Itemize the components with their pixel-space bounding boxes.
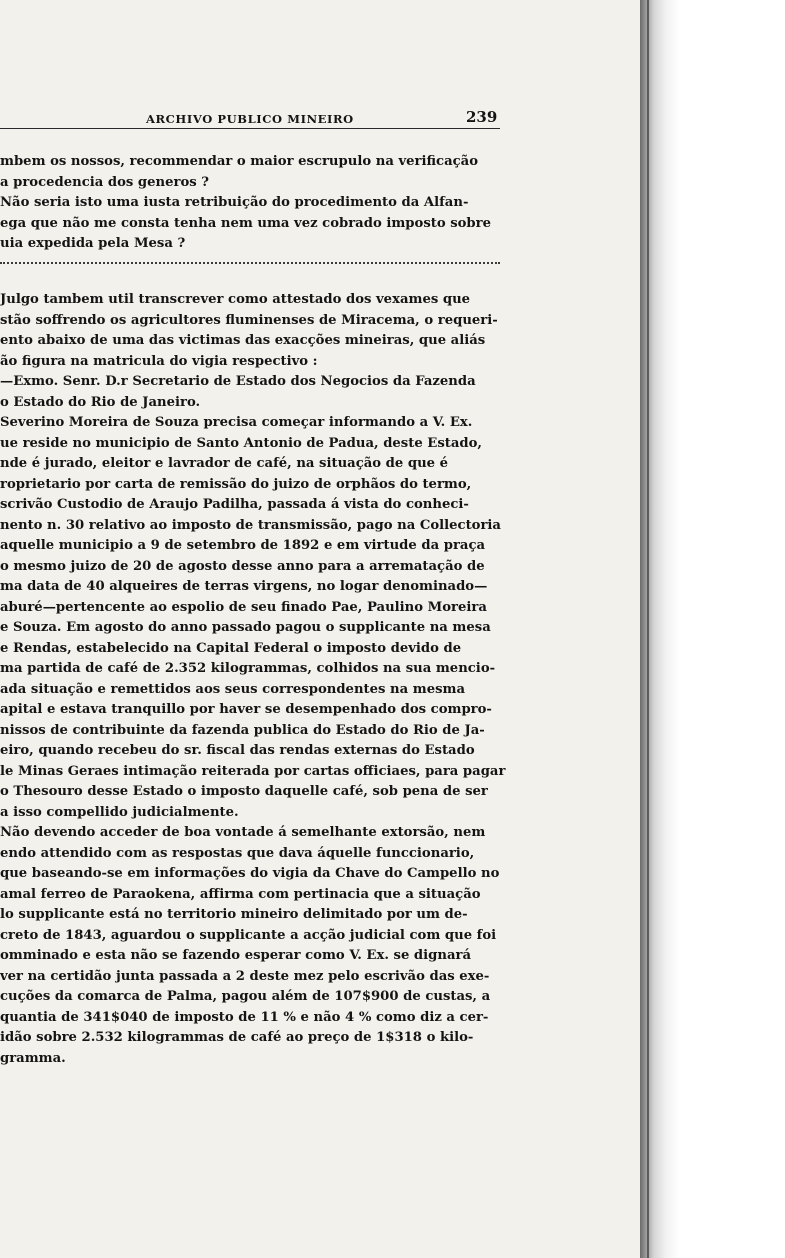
dotted-separator: [0, 262, 500, 272]
text-line: ver na certidão junta passada a 2 deste mez pelo escrivão das exe-: [0, 968, 490, 984]
text-line: o mesmo juizo de 20 de agosto desse anno para a arrematação de: [0, 558, 485, 574]
text-line: quantia de 341$040 de imposto de 11 % e não 4 % como diz a cer-: [0, 1009, 489, 1025]
text-block-1: [0, 152, 520, 255]
gutter-shadow-line: [647, 0, 649, 1258]
text-line: Não devendo acceder de boa vontade á semelhante extorsão, nem: [0, 825, 486, 840]
text-line: ue reside no municipio de Santo Antonio de Padua, deste Estado,: [0, 435, 483, 451]
page-number: 239: [466, 108, 498, 126]
text-line: endo attendido com as respostas que dava áquelle funccionario,: [0, 845, 475, 861]
text-line: ão figura na matricula do vigia respectivo :: [0, 353, 318, 369]
text-line: ento abaixo de uma das victimas das exacções mineiras, que aliás: [0, 333, 486, 348]
text-block-2: [0, 290, 520, 1069]
text-line: idão sobre 2.532 kilogrammas de café ao preço de 1$318 o kilo-: [0, 1030, 474, 1045]
text-line: lo supplicante está no territorio mineiro delimitado por um de-: [0, 907, 468, 922]
text-line: cuções da comarca de Palma, pagou além de 107$900 de custas, a: [0, 989, 491, 1004]
text-line: e Souza. Em agosto do anno passado pagou o supplicante na mesa: [0, 620, 491, 635]
text-line: gramma.: [0, 1050, 66, 1066]
text-line: creto de 1843, aguardou o supplicante a acção judicial com que foi: [0, 927, 497, 943]
text-line: roprietario por carta de remissão do juizo de orphãos do termo,: [0, 476, 472, 492]
text-line: nde é jurado, eleitor e lavrador de café, na situação de que é: [0, 456, 449, 471]
text-line: o Estado do Rio de Janeiro.: [0, 394, 201, 410]
header-rule: [0, 128, 500, 129]
text-line: aburé—pertencente ao espolio de seu finado Pae, Paulino Moreira: [0, 599, 487, 615]
text-line: a isso compellido judicialmente.: [0, 804, 239, 820]
text-line: a procedencia dos generos ?: [0, 174, 210, 190]
book-gutter: [640, 0, 785, 1258]
text-line: o Thesouro desse Estado o imposto daquelle café, sob pena de ser: [0, 784, 488, 799]
text-line: ada situação e remettidos aos seus correspondentes na mesma: [0, 681, 466, 697]
text-line: nissos de contribuinte da fazenda publica do Estado do Rio de Ja-: [0, 722, 485, 738]
text-line: ma data de 40 alqueires de terras virgens, no logar denominado—: [0, 579, 488, 594]
text-line: le Minas Geraes intimação reiterada por cartas officiaes, para pagar: [0, 763, 506, 779]
text-line: mbem os nossos, recommendar o maior escrupulo na verificação: [0, 154, 478, 169]
text-line: uia expedida pela Mesa ?: [0, 236, 186, 251]
running-title: ARCHIVO PUBLICO MINEIRO: [146, 112, 354, 126]
text-line: amal ferreo de Paraokena, affirma com pertinacia que a situação: [0, 886, 481, 902]
text-line: nento n. 30 relativo ao imposto de transmissão, pago na Collectoria: [0, 517, 501, 533]
text-line: que baseando-se em informações do vigia da Chave do Campello no: [0, 866, 500, 881]
text-line: stão soffrendo os agricultores fluminenses de Miracema, o requeri-: [0, 312, 498, 328]
text-line: omminado e esta não se fazendo esperar como V. Ex. se dignará: [0, 948, 472, 963]
text-line: apital e estava tranquillo por haver se desempenhado dos compro-: [0, 702, 492, 717]
text-line: ega que não me consta tenha nem uma vez cobrado imposto sobre: [0, 215, 491, 231]
text-line: Julgo tambem util transcrever como attestado dos vexames que: [0, 292, 471, 307]
text-line: Não seria isto uma iusta retribuição do procedimento da Alfan-: [0, 195, 469, 210]
text-line: e Rendas, estabelecido na Capital Federal o imposto devido de: [0, 640, 462, 656]
text-line: ma partida de café de 2.352 kilogrammas, colhidos na sua mencio-: [0, 661, 496, 676]
text-line: aquelle municipio a 9 de setembro de 1892 e em virtude da praça: [0, 538, 486, 553]
text-line: eiro, quando recebeu do sr. fiscal das rendas externas do Estado: [0, 743, 475, 758]
text-line: —Exmo. Senr. D.r Secretario de Estado dos Negocios da Fazenda: [0, 374, 476, 389]
text-line: scrivão Custodio de Araujo Padilha, passada á vista do conheci-: [0, 497, 469, 512]
text-line: Severino Moreira de Souza precisa começar informando a V. Ex.: [0, 415, 473, 430]
